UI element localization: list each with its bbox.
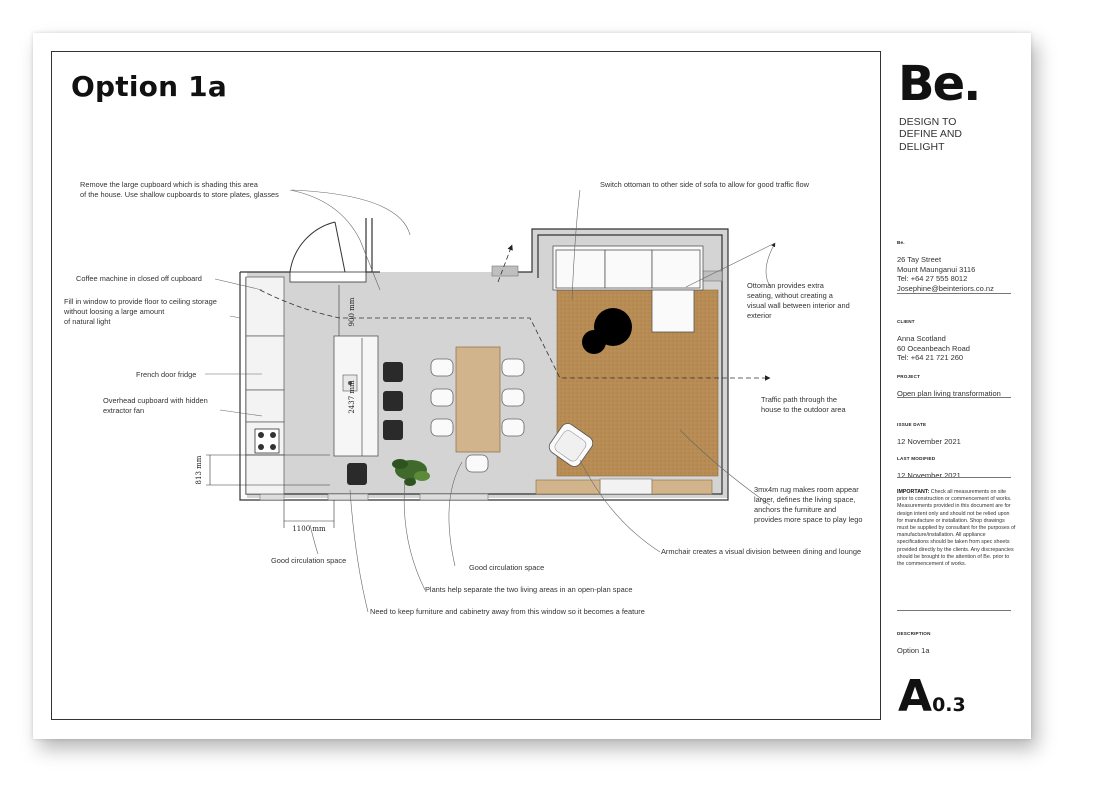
annotation-overhead-cupboard: Overhead cupboard with hidden extractor fan bbox=[103, 396, 208, 415]
dim-900: 900 mm bbox=[348, 297, 356, 327]
dining-table bbox=[456, 347, 500, 452]
annotation-plants: Plants help separate the two living areas in an open-plan space bbox=[425, 585, 633, 594]
client-label: CLIENT bbox=[897, 318, 915, 324]
description: Option 1a bbox=[897, 646, 930, 656]
issue-date-label: ISSUE DATE bbox=[897, 421, 927, 427]
kitchen-island bbox=[334, 336, 378, 456]
annotation-good-circulation-left: Good circulation space bbox=[271, 556, 347, 565]
divider bbox=[897, 397, 1011, 398]
page-title: Option 1a bbox=[71, 70, 227, 103]
annotation-coffee-machine: Coffee machine in closed off cupboard bbox=[76, 274, 202, 283]
sheet-letter: A bbox=[898, 671, 933, 722]
annotation-rug: 3mx4m rug makes room appear larger, defines the living space, anchors the furniture and provides more space to play lego bbox=[754, 485, 863, 524]
client-details: Anna Scotland 60 Oceanbeach Road Tel: +64 21 721 260 bbox=[897, 334, 970, 363]
annotation-french-door-fridge: French door fridge bbox=[136, 370, 197, 379]
annotation-good-circulation-mid: Good circulation space bbox=[469, 563, 545, 572]
dim-2437: 2437 mm bbox=[348, 380, 356, 414]
dim-813: 813 mm bbox=[195, 455, 203, 485]
brand-tagline: DESIGN TO DEFINE AND DELIGHT bbox=[899, 116, 963, 153]
description-block bbox=[897, 620, 931, 656]
annotation-fill-window: Fill in window to provide floor to ceiling storage without loosing a large amount of natural light bbox=[64, 297, 217, 326]
divider bbox=[897, 477, 1011, 478]
sheet-number bbox=[898, 672, 966, 730]
important-label: IMPORTANT: bbox=[897, 489, 930, 495]
annotation-armchair: Armchair creates a visual division between dining and lounge bbox=[661, 547, 862, 556]
annotation-traffic-path: Traffic path through the house to the outdoor area bbox=[761, 395, 846, 414]
annotation-window-feature: Need to keep furniture and cabinetry away from this window so it becomes a feature bbox=[370, 607, 645, 616]
annotation-switch-ottoman: Switch ottoman to other side of sofa to allow for good traffic flow bbox=[600, 180, 809, 189]
company-address: 26 Tay Street Mount Maunganui 3116 Tel: +64 27 555 8012 Josephine@beinteriors.co.nz bbox=[897, 255, 994, 293]
client-block bbox=[897, 308, 970, 363]
last-modified-block bbox=[897, 445, 961, 481]
important-text: Check all measurements on site prior to construction or commencement of works. Measurements provided in this document are for design intent only and should not be relied upon for manufacture or installation. Shop drawings must be supplied by consultant for the purposes of manufacture/installation. All appliance specifications should be taken from spec sheets provided directly by the clients. Any discrepancies should be brought to the attention of Be. prior to the commencement of works. bbox=[897, 489, 1016, 568]
project-block bbox=[897, 363, 1001, 399]
divider bbox=[897, 610, 1011, 611]
dim-1100: 1100 mm bbox=[292, 525, 326, 533]
cooktop-icon bbox=[255, 429, 279, 453]
company-name: Be. bbox=[897, 239, 905, 245]
issue-date-block bbox=[897, 411, 961, 447]
sheet-number-value: 0.3 bbox=[932, 694, 966, 716]
description-label: DESCRIPTION bbox=[897, 630, 931, 636]
issue-date: 12 November 2021 bbox=[897, 437, 961, 447]
important-note bbox=[897, 489, 1017, 568]
annotation-remove-cupboard: Remove the large cupboard which is shading this area of the house. Use shallow cupboards to store plates, glasses bbox=[80, 180, 279, 199]
annotation-ottoman-seating: Ottoman provides extra seating, without creating a visual wall between interior and exterior bbox=[747, 281, 850, 320]
last-modified-label: LAST MODIFIED bbox=[897, 455, 936, 461]
company-block bbox=[897, 229, 994, 294]
kitchen-cabinets bbox=[246, 277, 284, 494]
divider bbox=[897, 293, 1011, 294]
project-label: PROJECT bbox=[897, 373, 921, 379]
project-name: Open plan living transformation bbox=[897, 389, 1001, 399]
brand-logo: Be. bbox=[898, 56, 980, 112]
last-modified: 12 November 2021 bbox=[897, 471, 961, 481]
